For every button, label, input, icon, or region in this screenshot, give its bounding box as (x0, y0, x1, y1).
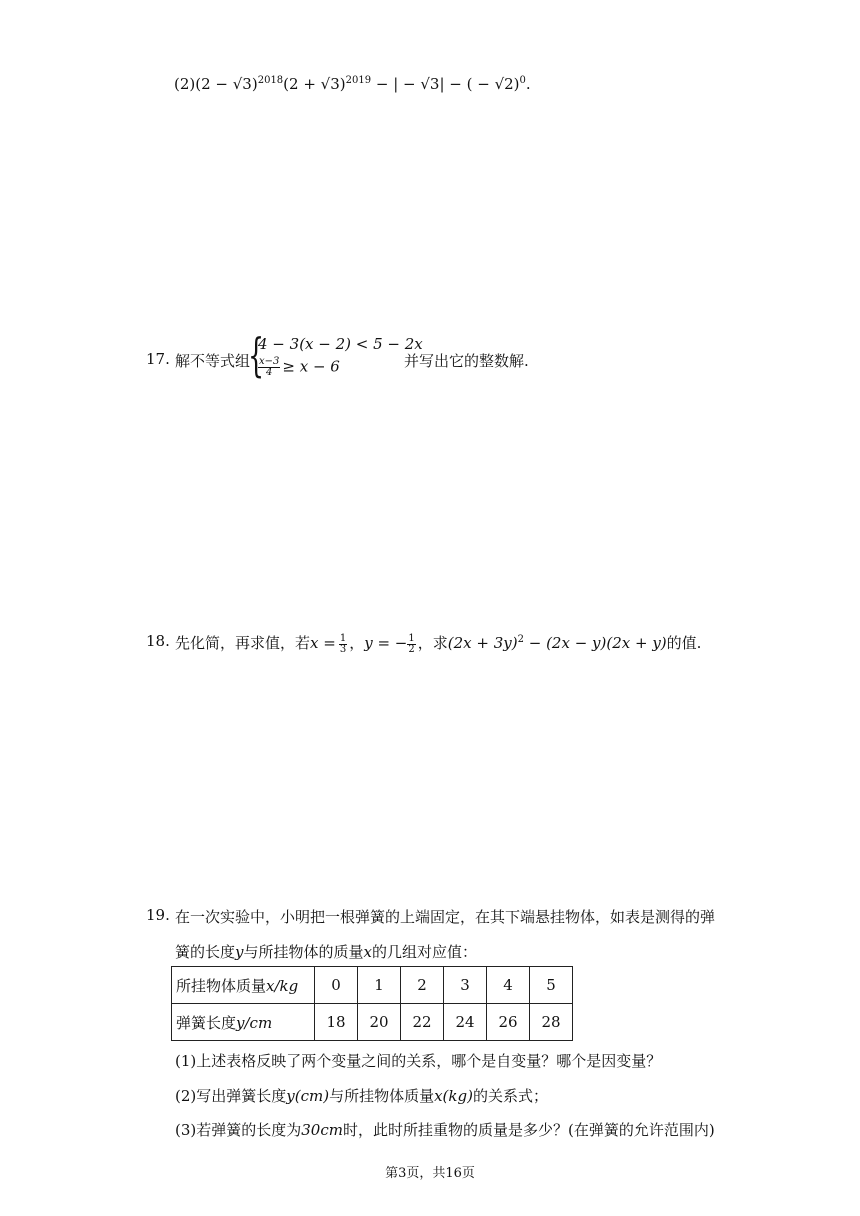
problem-17-lead: 解不等式组 (175, 352, 251, 370)
statement-b: ，求 (417, 634, 448, 652)
part-label: (2) (174, 75, 196, 93)
var-x: x (363, 943, 372, 961)
header-text: 弹簧长度 (176, 1013, 237, 1032)
x-fraction-numerator: 1 (339, 632, 347, 644)
var-y: y (235, 943, 244, 961)
q2-y: y(cm) (286, 1087, 330, 1105)
table-row (172, 1004, 573, 1041)
left-brace: { (248, 328, 265, 382)
problem-19-line-2 (175, 941, 477, 962)
problem-19-line-1: 在一次实验中，小明把一根弹簧的上端固定，在其下端悬挂物体，如表是测得的弹 (175, 908, 716, 926)
table-cell: 28 (530, 1004, 573, 1041)
q2-c: 的关系式； (472, 1087, 548, 1105)
table-cell: 22 (401, 1004, 444, 1041)
header-unit: x/kg (266, 976, 299, 995)
exponent-1: 2018 (257, 75, 284, 86)
y-fraction-numerator: 1 (408, 632, 415, 644)
table-cell: 20 (358, 1004, 401, 1041)
expr-tail: − | − √3| − ( − √2) (371, 75, 520, 93)
table-cell: 24 (444, 1004, 487, 1041)
exponent-3: 0 (519, 75, 526, 86)
inequality-row-2-rest: ≥ x − 6 (282, 357, 340, 376)
exponent-2: 2019 (345, 75, 372, 86)
row-header-mass (172, 967, 315, 1004)
inequality-system (248, 328, 423, 382)
table-cell: 2 (401, 967, 444, 1004)
problem-19-number: 19. (146, 906, 170, 924)
q3-value: 30cm (301, 1121, 343, 1139)
statement-a: 先化简，再求值，若 (175, 634, 311, 652)
square-exponent: 2 (517, 634, 524, 645)
y-fraction-denominator: 2 (408, 643, 415, 655)
q2-a: (2)写出弹簧长度 (175, 1087, 287, 1105)
fraction-denominator: 4 (266, 367, 273, 378)
table-cell: 18 (315, 1004, 358, 1041)
q2-b: 与所挂物体质量 (329, 1087, 435, 1105)
table-cell: 1 (358, 967, 401, 1004)
header-text: 所挂物体质量 (176, 976, 267, 995)
expr-base-1: (2 − √3) (195, 75, 258, 93)
line-2-a: 簧的长度 (175, 943, 236, 961)
table-row (172, 967, 573, 1004)
statement-c: 的值. (666, 634, 702, 652)
table-cell: 26 (487, 1004, 530, 1041)
table-cell: 5 (530, 967, 573, 1004)
fraction-numerator: x−3 (259, 356, 280, 367)
problem-17-number: 17. (146, 350, 170, 368)
page-footer: 第3页，共16页 (385, 1166, 475, 1181)
y-equals: y = − (364, 634, 408, 652)
y-fraction (407, 634, 415, 655)
x-fraction-denominator: 3 (339, 643, 347, 655)
line-2-c: 的几组对应值： (371, 943, 477, 961)
table-cell: 0 (315, 967, 358, 1004)
question-3 (175, 1119, 715, 1140)
expr-base-2: (2 + √3) (283, 75, 346, 93)
expr-end: . (525, 75, 531, 93)
q2-x: x(kg) (434, 1087, 473, 1105)
expression-rest: − (2x − y)(2x + y) (523, 634, 667, 652)
x-equals: x = (310, 634, 336, 652)
table-cell: 4 (487, 967, 530, 1004)
problem-17-trail: 并写出它的整数解. (404, 352, 529, 370)
q3-b: 时，此时所挂重物的质量是多少？(在弹簧的允许范围内) (342, 1121, 715, 1139)
question-1: (1)上述表格反映了两个变量之间的关系，哪个是自变量？哪个是因变量？ (175, 1052, 662, 1070)
x-fraction (339, 634, 347, 655)
inequality-row-1: 4 − 3(x − 2) < 5 − 2x (258, 335, 423, 353)
expression-square: (2x + 3y) (447, 634, 518, 652)
spring-data-table (171, 966, 573, 1041)
problem-16-part-2 (174, 75, 531, 93)
fraction (258, 357, 280, 378)
question-2 (175, 1085, 548, 1106)
table-cell: 3 (444, 967, 487, 1004)
q3-a: (3)若弹簧的长度为 (175, 1121, 302, 1139)
inequality-row-2 (258, 357, 340, 378)
problem-18-statement (175, 632, 701, 655)
line-2-b: 与所挂物体的质量 (243, 943, 364, 961)
row-header-length (172, 1004, 315, 1041)
problem-18-number: 18. (146, 632, 170, 650)
comma: ， (349, 634, 365, 652)
header-unit: y/cm (236, 1013, 273, 1032)
